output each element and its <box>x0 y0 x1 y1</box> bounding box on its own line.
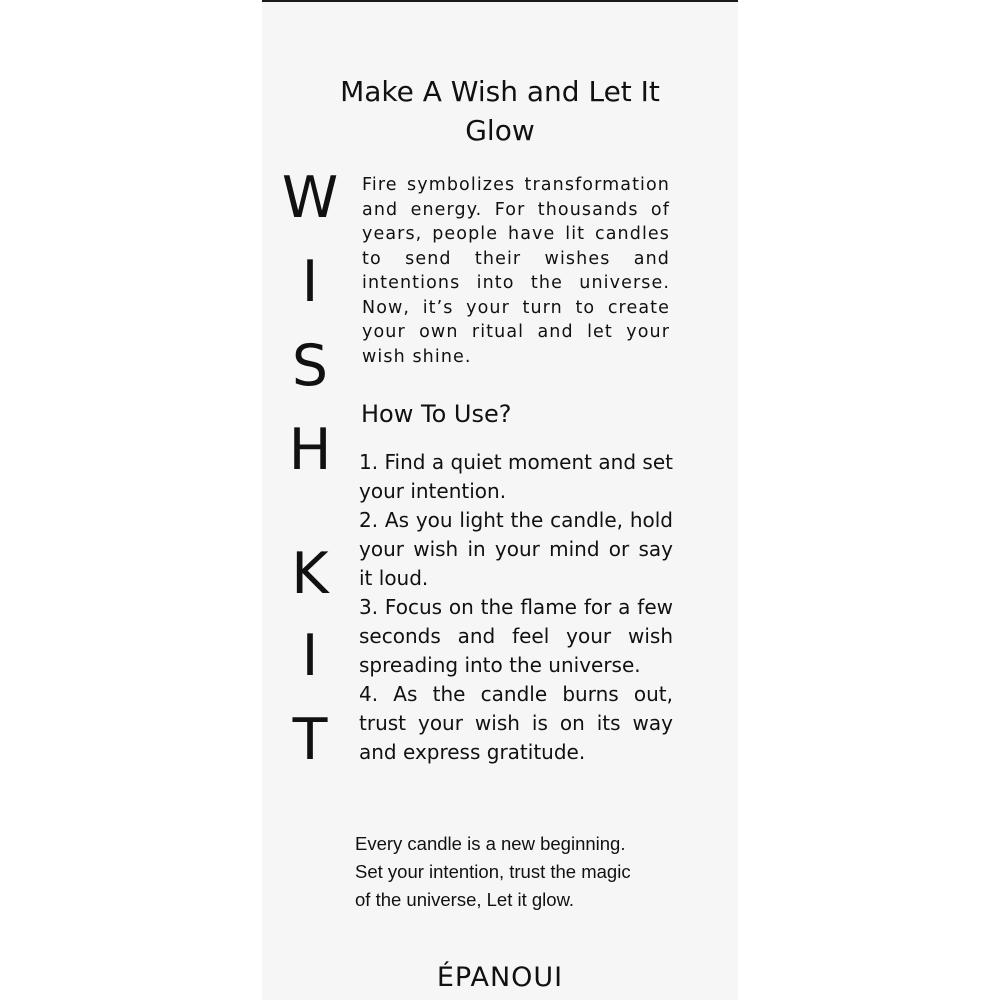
step-3: 3. Focus on the flame for a few seconds and feel your wish spreading into the universe. <box>359 595 673 677</box>
vertical-letter-h: H <box>288 417 332 483</box>
step-1: 1. Find a quiet moment and set your intention. <box>359 450 673 503</box>
brand-logo: ÉPANOUI <box>436 962 564 993</box>
closing-line-3: of the universe, Let it glow. <box>355 889 575 910</box>
vertical-letter-t: T <box>292 707 328 773</box>
how-to-heading: How To Use? <box>361 400 512 428</box>
vertical-letter-i: I <box>301 249 319 315</box>
wish-kit-card <box>262 0 738 1000</box>
vertical-letter-w: W <box>281 165 339 231</box>
closing-message <box>355 830 685 914</box>
closing-line-1: Every candle is a new beginning. <box>355 833 626 854</box>
closing-line-2: Set your intention, trust the magic <box>355 861 631 882</box>
intro-paragraph: Fire symbolizes transformation and energy. For thousands of years, people have lit candles to send their wishes and intentions into the universe. Now, it’s your turn to create your own ritual and let your wish shine. <box>362 175 670 367</box>
vertical-letter-i-2: I <box>301 623 319 689</box>
card-title: Make A Wish and Let It Glow <box>340 75 660 147</box>
step-4: 4. As the candle burns out, trust your wish is on its way and express gratitude. <box>359 682 673 764</box>
vertical-letter-k: K <box>291 541 329 607</box>
vertical-letter-s: S <box>291 333 329 399</box>
how-to-steps <box>359 448 673 767</box>
step-2: 2. As you light the candle, hold your wish in your mind or say it loud. <box>359 508 673 590</box>
